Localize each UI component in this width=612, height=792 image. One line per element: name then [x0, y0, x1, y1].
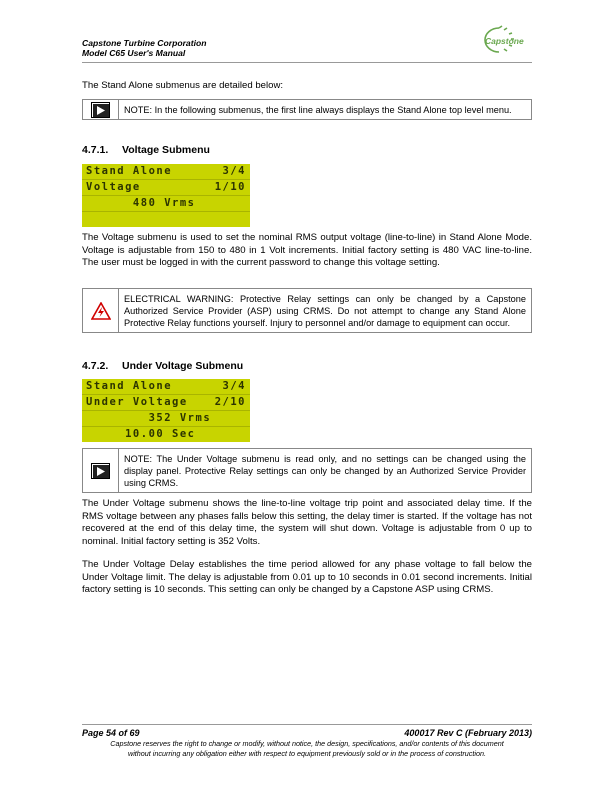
lcd-row: 10.00 Sec: [86, 428, 196, 440]
warning-box: [82, 288, 532, 333]
section-number: 4.7.1.: [82, 144, 109, 156]
intro-text: The Stand Alone submenus are detailed below:: [82, 80, 284, 91]
lcd-row: Stand Alone 3/4: [82, 379, 250, 395]
manual-name: Model C65 User's Manual: [82, 48, 186, 58]
note-arrow-icon: [91, 102, 110, 118]
electrical-warning-icon: [91, 302, 111, 320]
note-box-read-only: [82, 448, 532, 493]
company-name: Capstone Turbine Corporation: [82, 38, 207, 48]
page-number: Page 54 of 69: [82, 728, 140, 738]
footer-disclaimer: Capstone reserves the right to change or modify, without notice, the design, specifications, and/or contents of this document without incurring any obligation either with respect to equipment previously sold or in the process of construction.: [110, 739, 504, 758]
note-box: [82, 99, 532, 120]
header-title: [82, 38, 206, 58]
note-text: NOTE: In the following submenus, the first line always displays the Stand Alone top level menu.: [124, 105, 512, 115]
section-heading-under-voltage: [82, 360, 243, 372]
voltage-body-text: The Voltage submenu is used to set the nominal RMS output voltage (line-to-line) in Stand Alone Mode. Voltage is adjustable from 150 to 480 in 1 Volt increments. Initial factory setting is 480 VAC line-to-line. The user must be logged in with the current password to change this voltage setting.: [82, 232, 532, 269]
under-voltage-delay-text: The Under Voltage Delay establishes the time period allowed for any phase voltage to fall below the Under Voltage limit. The delay is adjustable from 0.01 up to 10 seconds in 0.01 second increments. Initial factory setting is 10 seconds. This setting can only be changed by a Capstone ASP using CRMS.: [82, 559, 532, 596]
lcd-row: Under Voltage 2/10: [82, 395, 250, 411]
document-revision: 400017 Rev C (February 2013): [404, 728, 532, 738]
section-title: Voltage Submenu: [122, 144, 210, 156]
section-title: Under Voltage Submenu: [122, 360, 244, 372]
note-arrow-icon: [91, 463, 110, 479]
lcd-row: Voltage 1/10: [82, 180, 250, 196]
capstone-logo: [464, 25, 534, 55]
lcd-display-under-voltage: [82, 379, 250, 442]
logo-text: Capstone: [485, 36, 524, 46]
warning-text: ELECTRICAL WARNING: Protective Relay settings can only be changed by a Capstone Authorized Service Provider (ASP) using CRMS. Do not attempt to change any Stand Alone Protective Relay functions yourself. Injury to personnel and/or damage to equipment can occur.: [124, 294, 526, 328]
footer-rule: [82, 724, 532, 725]
header-rule: [82, 62, 532, 63]
section-heading-voltage: [82, 144, 210, 156]
lcd-row: 352 Vrms: [82, 411, 250, 427]
note-text: NOTE: The Under Voltage submenu is read only, and no settings can be changed using the display panel. Protective Relay settings can only be changed by an Authorized Service Provider using CRMS.: [124, 454, 526, 488]
lcd-row: 480 Vrms: [82, 196, 250, 212]
lcd-row: Stand Alone 3/4: [82, 164, 250, 180]
lcd-display-voltage: [82, 164, 250, 227]
lcd-row: [82, 212, 250, 227]
under-voltage-body-text: The Under Voltage submenu shows the line-to-line voltage trip point and associated delay time. If the RMS voltage between any phases falls below this setting, the delay timer is started. If the voltage has not recovered at the end of this delay time, the system will shut down. Voltage is adjustable from 0 up to nominal. Initial factory setting is 352 Volts.: [82, 498, 532, 547]
section-number: 4.7.2.: [82, 360, 109, 372]
capstone-logo-icon: [464, 25, 534, 55]
